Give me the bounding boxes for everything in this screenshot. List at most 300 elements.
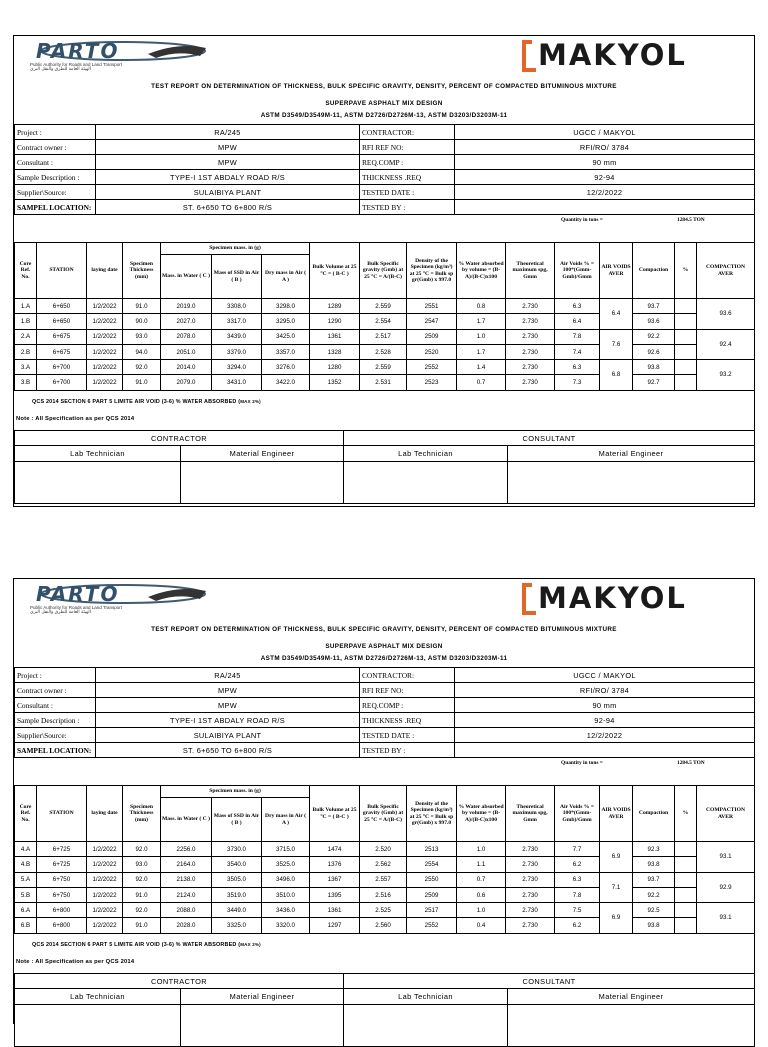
thickness-label: THICKNESS .REQ <box>360 170 455 185</box>
hdr-dry-mass: Dry mass in Air ( A ) <box>262 798 310 842</box>
cell-bulk-sg: 2.516 <box>360 887 407 902</box>
results-table <box>14 242 755 391</box>
cell-water-absorbed: 1.7 <box>457 314 506 329</box>
cell-air-voids-aver: 6.4 <box>600 299 633 330</box>
hdr-thickness: Specimen Thickness (mm) <box>123 243 161 299</box>
hdr-density: Density of the Specimen (kg/m³) at 25 °C = Bulk sp gr(Gmb) x 997.0 <box>407 786 457 842</box>
signature-box[interactable] <box>181 1005 344 1047</box>
contractor-label: CONTRACTOR: <box>360 125 455 140</box>
sign-contractor-header: CONTRACTOR <box>15 974 344 989</box>
cell-laying-date: 1/2/2022 <box>87 887 123 902</box>
cell-mass-water: 2014.0 <box>161 360 212 375</box>
makyol-bracket-icon <box>520 40 538 72</box>
spec-note-max: MAX 2%) <box>240 942 261 947</box>
hdr-air-voids: Air Voids % = 100*(Gmm-Gmb)/Gmm <box>555 786 600 842</box>
cell-percent <box>675 887 697 902</box>
cell-bulk-volume: 1297 <box>310 918 360 933</box>
tested-date-value: 12/2/2022 <box>455 728 755 743</box>
hdr-theoretical-max: Theoretical maximum spg, Gmm <box>506 786 555 842</box>
cell-air-voids-aver: 7.1 <box>600 872 633 903</box>
signature-box[interactable] <box>181 462 344 504</box>
cell-bulk-volume: 1474 <box>310 842 360 857</box>
cell-compaction: 92.7 <box>633 375 675 390</box>
cell-thickness: 91.0 <box>123 375 161 390</box>
cell-mass-water: 2079.0 <box>161 375 212 390</box>
cell-bulk-sg: 2.557 <box>360 872 407 887</box>
cell-air-voids-aver: 6.9 <box>600 842 633 873</box>
makyol-logo <box>520 583 742 615</box>
quantity-value: 1284.5 TON <box>677 760 705 766</box>
sign-consultant-header: CONSULTANT <box>344 431 755 446</box>
cell-station: 6+750 <box>37 887 87 902</box>
cell-air-voids: 6.3 <box>555 299 600 314</box>
table-row <box>15 918 755 933</box>
parto-subtitle-en: Public Authority for Roads and Land Transport <box>30 605 123 610</box>
cell-compaction-aver: 93.1 <box>697 903 755 934</box>
cell-compaction: 92.2 <box>633 329 675 344</box>
cell-theoretical-max: 2.730 <box>506 329 555 344</box>
hdr-laying-date: laying date <box>87 243 123 299</box>
cell-thickness: 92.0 <box>123 842 161 857</box>
cell-bulk-sg: 2.520 <box>360 842 407 857</box>
supplier-label: Supplier\Source: <box>15 185 96 200</box>
cell-bulk-volume: 1376 <box>310 857 360 872</box>
cell-station: 6+650 <box>37 299 87 314</box>
location-label: SAMPEL LOCATION: <box>15 743 96 758</box>
location-value: ST. 6+650 TO 6+800 R/S <box>96 200 360 215</box>
cell-bulk-sg: 2.554 <box>360 314 407 329</box>
cell-core: 3.B <box>15 375 37 390</box>
hdr-bulk-sg: Bulk Specific gravity (Gmb) at 25 °C = A/(B-C) <box>360 243 407 299</box>
hdr-water-absorbed: % Water absorbed by volume = (B-A)/(B-C)x100 <box>457 243 506 299</box>
cell-mass-water: 2028.0 <box>161 918 212 933</box>
signature-box[interactable] <box>508 1005 755 1047</box>
cell-theoretical-max: 2.730 <box>506 842 555 857</box>
req-comp-value: 90 mm <box>455 155 755 170</box>
cell-bulk-sg: 2.559 <box>360 360 407 375</box>
sample-value: TYPE-I 1ST ABDALY ROAD R/S <box>96 170 360 185</box>
cell-density: 2552 <box>407 360 457 375</box>
rfi-value: RFI/RO/ 3784 <box>455 683 755 698</box>
spec-note-max: MAX 2%) <box>240 399 261 404</box>
cell-water-absorbed: 0.8 <box>457 299 506 314</box>
cell-thickness: 93.0 <box>123 329 161 344</box>
qcs-note: Note : All Specification as per QCS 2014 <box>16 959 135 965</box>
cell-water-absorbed: 1.0 <box>457 903 506 918</box>
project-value: RA/245 <box>96 668 360 683</box>
cell-bulk-volume: 1280 <box>310 360 360 375</box>
hdr-water-absorbed: % Water absorbed by volume = (B-A)/(B-C)x100 <box>457 786 506 842</box>
cell-bulk-volume: 1395 <box>310 887 360 902</box>
sign-contractor-lab-tech: Lab Technician <box>15 446 181 462</box>
quantity-label: Quantity in tons = <box>561 217 603 223</box>
cell-thickness: 92.0 <box>123 903 161 918</box>
cell-theoretical-max: 2.730 <box>506 299 555 314</box>
svg-text:PARTO: PARTO <box>36 40 120 62</box>
supplier-label: Supplier\Source: <box>15 728 96 743</box>
cell-laying-date: 1/2/2022 <box>87 872 123 887</box>
cell-density: 2513 <box>407 842 457 857</box>
cell-compaction: 93.7 <box>633 872 675 887</box>
cell-compaction: 93.7 <box>633 299 675 314</box>
cell-station: 6+675 <box>37 329 87 344</box>
sign-consultant-header: CONSULTANT <box>344 974 755 989</box>
cell-density: 2551 <box>407 299 457 314</box>
cell-theoretical-max: 2.730 <box>506 314 555 329</box>
cell-laying-date: 1/2/2022 <box>87 299 123 314</box>
cell-bulk-volume: 1290 <box>310 314 360 329</box>
signature-box[interactable] <box>15 1005 181 1047</box>
parto-logo <box>28 40 228 74</box>
owner-value: MPW <box>96 683 360 698</box>
hdr-mass-group: Specimen mass. in (g) <box>161 243 310 255</box>
cell-station: 6+725 <box>37 842 87 857</box>
cell-station: 6+675 <box>37 344 87 359</box>
cell-laying-date: 1/2/2022 <box>87 918 123 933</box>
signature-table <box>14 430 755 504</box>
cell-water-absorbed: 1.1 <box>457 857 506 872</box>
cell-mass-ssd: 3317.0 <box>212 314 262 329</box>
cell-core: 2.B <box>15 344 37 359</box>
owner-value: MPW <box>96 140 360 155</box>
cell-dry-mass: 3436.0 <box>262 903 310 918</box>
thickness-label: THICKNESS .REQ <box>360 713 455 728</box>
cell-water-absorbed: 1.0 <box>457 842 506 857</box>
cell-core: 1.B <box>15 314 37 329</box>
cell-bulk-sg: 2.528 <box>360 344 407 359</box>
supplier-value: SULAIBIYA PLANT <box>96 728 360 743</box>
cell-station: 6+700 <box>37 375 87 390</box>
hdr-compaction: Compaction <box>633 786 675 842</box>
cell-density: 2523 <box>407 375 457 390</box>
cell-theoretical-max: 2.730 <box>506 375 555 390</box>
sign-contractor-material-eng: Material Engineer <box>181 446 344 462</box>
cell-air-voids-aver: 6.9 <box>600 903 633 934</box>
cell-density: 2509 <box>407 887 457 902</box>
hdr-mass-group: Specimen mass. in (g) <box>161 786 310 798</box>
sign-consultant-lab-tech: Lab Technician <box>344 989 508 1005</box>
cell-mass-ssd: 3308.0 <box>212 299 262 314</box>
sign-contractor-lab-tech: Lab Technician <box>15 989 181 1005</box>
cell-laying-date: 1/2/2022 <box>87 329 123 344</box>
rfi-label: RFI REF NO: <box>360 683 455 698</box>
report-header <box>14 579 754 621</box>
cell-mass-ssd: 3519.0 <box>212 887 262 902</box>
cell-thickness: 91.0 <box>123 299 161 314</box>
cell-theoretical-max: 2.730 <box>506 344 555 359</box>
cell-mass-ssd: 3449.0 <box>212 903 262 918</box>
svg-text:PARTO: PARTO <box>36 583 120 605</box>
hdr-mass-ssd: Mass of SSD in Air ( B ) <box>212 255 262 299</box>
spec-note <box>32 942 261 948</box>
parto-subtitle-ar: الهيئة العامة للطرق والنقل البري <box>30 67 91 72</box>
hdr-dry-mass: Dry mass in Air ( A ) <box>262 255 310 299</box>
cell-air-voids: 7.8 <box>555 329 600 344</box>
cell-dry-mass: 3320.0 <box>262 918 310 933</box>
cell-compaction-aver: 92.9 <box>697 872 755 903</box>
cell-percent <box>675 299 697 314</box>
cell-station: 6+700 <box>37 360 87 375</box>
cell-station: 6+800 <box>37 903 87 918</box>
cell-air-voids: 7.3 <box>555 375 600 390</box>
cell-theoretical-max: 2.730 <box>506 872 555 887</box>
cell-mass-ssd: 3431.0 <box>212 375 262 390</box>
location-value: ST. 6+650 TO 6+800 R/S <box>96 743 360 758</box>
cell-thickness: 92.0 <box>123 872 161 887</box>
makyol-wordmark: MAKYOL <box>538 581 687 615</box>
cell-core: 2.A <box>15 329 37 344</box>
cell-core: 6.B <box>15 918 37 933</box>
report-sheet-2 <box>13 578 755 1024</box>
cell-dry-mass: 3295.0 <box>262 314 310 329</box>
thickness-value: 92-94 <box>455 713 755 728</box>
cell-dry-mass: 3425.0 <box>262 329 310 344</box>
project-info-table <box>14 124 755 215</box>
sample-label: Sample Description : <box>15 170 96 185</box>
project-value: RA/245 <box>96 125 360 140</box>
cell-laying-date: 1/2/2022 <box>87 375 123 390</box>
cell-water-absorbed: 0.6 <box>457 887 506 902</box>
cell-bulk-sg: 2.525 <box>360 903 407 918</box>
sign-contractor-header: CONTRACTOR <box>15 431 344 446</box>
makyol-wordmark: MAKYOL <box>538 38 687 72</box>
cell-station: 6+725 <box>37 857 87 872</box>
parto-subtitle-en: Public Authority for Roads and Land Transport <box>30 62 123 67</box>
table-row <box>15 314 755 329</box>
req-comp-label: REQ.COMP : <box>360 155 455 170</box>
cell-thickness: 94.0 <box>123 344 161 359</box>
astm-standards: ASTM D3549/D3549M-11, ASTM D2726/D2726M-13, ASTM D3203/D3203M-11 <box>260 112 508 119</box>
contractor-value: UGCC / MAKYOL <box>455 125 755 140</box>
cell-laying-date: 1/2/2022 <box>87 903 123 918</box>
cell-bulk-volume: 1352 <box>310 375 360 390</box>
signature-table <box>14 973 755 1047</box>
cell-water-absorbed: 1.7 <box>457 344 506 359</box>
cell-compaction: 93.6 <box>633 314 675 329</box>
cell-theoretical-max: 2.730 <box>506 857 555 872</box>
tested-by-value <box>455 743 755 758</box>
rfi-value: RFI/RO/ 3784 <box>455 140 755 155</box>
cell-air-voids: 6.4 <box>555 314 600 329</box>
cell-core: 5.A <box>15 872 37 887</box>
hdr-core: Core Ref. No. <box>15 786 37 842</box>
makyol-bracket-icon <box>520 583 538 615</box>
cell-mass-water: 2078.0 <box>161 329 212 344</box>
cell-percent <box>675 872 697 887</box>
cell-mass-ssd: 3439.0 <box>212 329 262 344</box>
cell-dry-mass: 3422.0 <box>262 375 310 390</box>
spec-note-text: QCS 2014 SECTION 6 PART 5 LIMITE AIR VOID (3-6) % WATER ABSORBED ( <box>32 399 241 405</box>
cell-thickness: 91.0 <box>123 918 161 933</box>
cell-mass-water: 2124.0 <box>161 887 212 902</box>
quantity-value: 1284.5 TON <box>677 217 705 223</box>
cell-mass-water: 2027.0 <box>161 314 212 329</box>
cell-water-absorbed: 0.7 <box>457 872 506 887</box>
cell-density: 2509 <box>407 329 457 344</box>
cell-mass-ssd: 3505.0 <box>212 872 262 887</box>
hdr-theoretical-max: Theoretical maximum spg, Gmm <box>506 243 555 299</box>
cell-air-voids-aver: 7.6 <box>600 329 633 360</box>
project-label: Project : <box>15 125 96 140</box>
cell-density: 2554 <box>407 857 457 872</box>
hdr-compaction-aver: COMPACTION AVER <box>697 243 755 299</box>
cell-percent <box>675 329 697 344</box>
hdr-bulk-sg: Bulk Specific gravity (Gmb) at 25 °C = A/(B-C) <box>360 786 407 842</box>
spec-note-text: QCS 2014 SECTION 6 PART 5 LIMITE AIR VOID (3-6) % WATER ABSORBED ( <box>32 942 241 948</box>
table-row <box>15 857 755 872</box>
sign-consultant-lab-tech: Lab Technician <box>344 446 508 462</box>
hdr-station: STATION <box>37 786 87 842</box>
table-row <box>15 842 755 857</box>
cell-percent <box>675 918 697 933</box>
cell-dry-mass: 3357.0 <box>262 344 310 359</box>
cell-bulk-sg: 2.562 <box>360 857 407 872</box>
table-row <box>15 344 755 359</box>
signature-box[interactable] <box>508 462 755 504</box>
cell-theoretical-max: 2.730 <box>506 918 555 933</box>
cell-mass-water: 2088.0 <box>161 903 212 918</box>
cell-density: 2552 <box>407 918 457 933</box>
cell-air-voids: 6.2 <box>555 857 600 872</box>
sign-contractor-material-eng: Material Engineer <box>181 989 344 1005</box>
cell-compaction: 92.3 <box>633 842 675 857</box>
cell-thickness: 93.0 <box>123 857 161 872</box>
cell-air-voids: 7.7 <box>555 842 600 857</box>
cell-core: 4.A <box>15 842 37 857</box>
cell-air-voids: 6.3 <box>555 360 600 375</box>
cell-laying-date: 1/2/2022 <box>87 314 123 329</box>
cell-mass-ssd: 3730.0 <box>212 842 262 857</box>
cell-bulk-volume: 1361 <box>310 903 360 918</box>
consultant-label: Consultant : <box>15 155 96 170</box>
tested-by-label: TESTED BY : <box>360 743 455 758</box>
cell-percent <box>675 857 697 872</box>
cell-mass-water: 2256.0 <box>161 842 212 857</box>
hdr-compaction: Compaction <box>633 243 675 299</box>
supplier-value: SULAIBIYA PLANT <box>96 185 360 200</box>
cell-bulk-volume: 1328 <box>310 344 360 359</box>
cell-density: 2517 <box>407 903 457 918</box>
cell-percent <box>675 344 697 359</box>
contractor-value: UGCC / MAKYOL <box>455 668 755 683</box>
rfi-label: RFI REF NO: <box>360 140 455 155</box>
consultant-label: Consultant : <box>15 698 96 713</box>
project-label: Project : <box>15 668 96 683</box>
cell-air-voids: 7.4 <box>555 344 600 359</box>
table-row <box>15 299 755 314</box>
cell-dry-mass: 3298.0 <box>262 299 310 314</box>
report-title: TEST REPORT ON DETERMINATION OF THICKNESS, BULK SPECIFIC GRAVITY, DENSITY, PERCENT OF COMPACTED BITUMINOUS MIXTURE <box>151 626 617 633</box>
cell-mass-ssd: 3379.0 <box>212 344 262 359</box>
cell-thickness: 90.0 <box>123 314 161 329</box>
table-row <box>15 375 755 390</box>
cell-dry-mass: 3525.0 <box>262 857 310 872</box>
hdr-bulk-volume: Bulk Volume at 25 °C = ( B-C ) <box>310 786 360 842</box>
hdr-density: Density of the Specimen (kg/m³) at 25 °C = Bulk sp gr(Gmb) x 997.0 <box>407 243 457 299</box>
cell-density: 2550 <box>407 872 457 887</box>
cell-air-voids: 6.3 <box>555 872 600 887</box>
table-row <box>15 887 755 902</box>
hdr-thickness: Specimen Thickness (mm) <box>123 786 161 842</box>
sign-consultant-material-eng: Material Engineer <box>508 446 755 462</box>
cell-percent <box>675 375 697 390</box>
consultant-value: MPW <box>96 698 360 713</box>
hdr-mass-water: Mass. in Water ( C ) <box>161 255 212 299</box>
sample-label: Sample Description : <box>15 713 96 728</box>
cell-core: 6.A <box>15 903 37 918</box>
cell-bulk-sg: 2.559 <box>360 299 407 314</box>
cell-compaction-aver: 92.4 <box>697 329 755 360</box>
table-row <box>15 329 755 344</box>
signature-box[interactable] <box>344 1005 508 1047</box>
cell-theoretical-max: 2.730 <box>506 903 555 918</box>
hdr-mass-water: Mass. in Water ( C ) <box>161 798 212 842</box>
cell-compaction: 93.8 <box>633 360 675 375</box>
cell-compaction: 92.5 <box>633 903 675 918</box>
cell-air-voids: 6.2 <box>555 918 600 933</box>
cell-bulk-volume: 1289 <box>310 299 360 314</box>
report-title: TEST REPORT ON DETERMINATION OF THICKNESS, BULK SPECIFIC GRAVITY, DENSITY, PERCENT OF COMPACTED BITUMINOUS MIXTURE <box>151 83 617 90</box>
hdr-compaction-aver: COMPACTION AVER <box>697 786 755 842</box>
cell-air-voids-aver: 6.8 <box>600 360 633 391</box>
project-info-table <box>14 667 755 758</box>
cell-core: 4.B <box>15 857 37 872</box>
cell-compaction: 93.8 <box>633 857 675 872</box>
hdr-air-voids-aver: AIR VOIDS AVER <box>600 786 633 842</box>
hdr-percent: % <box>675 243 697 299</box>
tested-by-label: TESTED BY : <box>360 200 455 215</box>
signature-box[interactable] <box>15 462 181 504</box>
cell-percent <box>675 903 697 918</box>
cell-water-absorbed: 1.0 <box>457 329 506 344</box>
cell-laying-date: 1/2/2022 <box>87 360 123 375</box>
spec-note <box>32 399 261 405</box>
table-row <box>15 360 755 375</box>
cell-air-voids: 7.8 <box>555 887 600 902</box>
parto-subtitle-ar: الهيئة العامة للطرق والنقل البري <box>30 610 91 615</box>
cell-bulk-volume: 1367 <box>310 872 360 887</box>
cell-air-voids: 7.5 <box>555 903 600 918</box>
cell-dry-mass: 3496.0 <box>262 872 310 887</box>
signature-box[interactable] <box>344 462 508 504</box>
cell-water-absorbed: 0.4 <box>457 918 506 933</box>
hdr-core: Core Ref. No. <box>15 243 37 299</box>
cell-bulk-volume: 1361 <box>310 329 360 344</box>
cell-mass-ssd: 3540.0 <box>212 857 262 872</box>
cell-mass-ssd: 3325.0 <box>212 918 262 933</box>
cell-compaction-aver: 93.6 <box>697 299 755 330</box>
cell-mass-water: 2019.0 <box>161 299 212 314</box>
cell-bulk-sg: 2.560 <box>360 918 407 933</box>
owner-label: Contract owner : <box>15 683 96 698</box>
cell-compaction-aver: 93.1 <box>697 842 755 873</box>
makyol-logo <box>520 40 742 72</box>
cell-mass-water: 2138.0 <box>161 872 212 887</box>
report-subtitle: SUPERPAVE ASPHALT MIX DESIGN <box>325 100 443 107</box>
cell-dry-mass: 3715.0 <box>262 842 310 857</box>
cell-bulk-sg: 2.517 <box>360 329 407 344</box>
cell-mass-ssd: 3294.0 <box>212 360 262 375</box>
cell-core: 1.A <box>15 299 37 314</box>
hdr-station: STATION <box>37 243 87 299</box>
owner-label: Contract owner : <box>15 140 96 155</box>
hdr-air-voids: Air Voids % = 100*(Gmm-Gmb)/Gmm <box>555 243 600 299</box>
cell-density: 2547 <box>407 314 457 329</box>
parto-logo-mark-icon <box>28 583 208 605</box>
contractor-label: CONTRACTOR: <box>360 668 455 683</box>
cell-water-absorbed: 1.4 <box>457 360 506 375</box>
astm-standards: ASTM D3549/D3549M-11, ASTM D2726/D2726M-13, ASTM D3203/D3203M-11 <box>260 655 508 662</box>
